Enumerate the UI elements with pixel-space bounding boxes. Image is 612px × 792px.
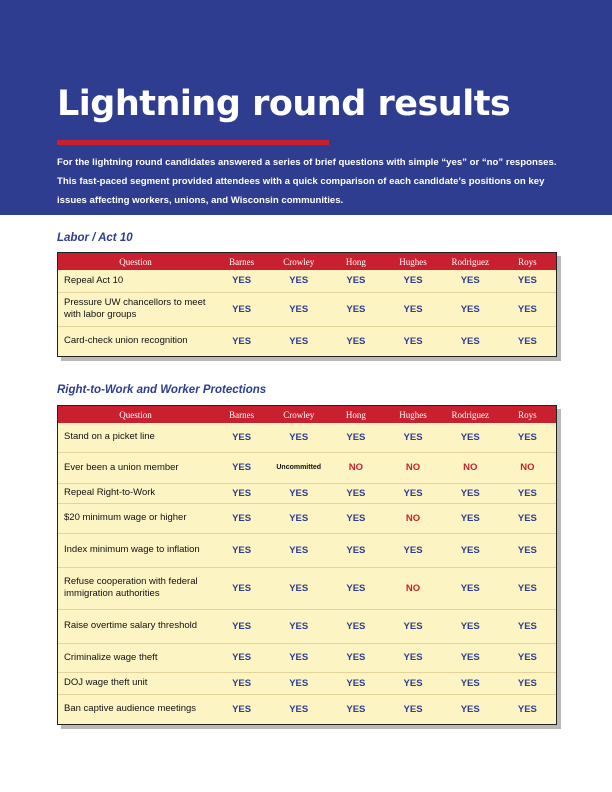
answer-cell: YES — [327, 483, 384, 503]
column-header: Crowley — [270, 406, 327, 423]
answer-cell: NO — [384, 503, 441, 533]
answer-cell: YES — [327, 694, 384, 724]
answer-cell: NO — [499, 452, 556, 483]
question-cell: Card-check union recognition — [58, 326, 213, 356]
answer-cell: YES — [499, 292, 556, 326]
column-header: Hughes — [384, 406, 441, 423]
answer-cell: YES — [442, 503, 499, 533]
table-header-row — [58, 253, 556, 270]
answer-cell: YES — [289, 275, 309, 287]
answer-cell: YES — [442, 694, 499, 724]
question-cell: Repeal Act 10 — [64, 274, 124, 286]
answer-cell: YES — [499, 609, 556, 643]
answer-cell: YES — [270, 533, 327, 567]
answer-cell: YES — [499, 483, 556, 503]
answer-cell: YES — [327, 533, 384, 567]
header-banner — [0, 0, 612, 215]
answer-cell: YES — [327, 609, 384, 643]
answer-cell: YES — [213, 609, 270, 643]
answer-cell: YES — [442, 483, 499, 503]
table-row — [58, 533, 556, 567]
answer-cell: YES — [270, 326, 327, 356]
column-header: Barnes — [213, 253, 270, 270]
answer-cell: YES — [384, 672, 441, 694]
answer-cell: YES — [499, 567, 556, 609]
answer-cell: YES — [384, 292, 441, 326]
answer-cell: YES — [270, 292, 327, 326]
section-title-labor: Labor / Act 10 — [57, 232, 133, 244]
answer-cell: YES — [270, 609, 327, 643]
answer-cell: Uncommitted — [270, 452, 327, 483]
question-cell: Refuse cooperation with federal immigration authorities — [58, 567, 213, 609]
table-header-row — [58, 406, 556, 423]
answer-cell: YES — [517, 431, 537, 443]
table-row — [58, 503, 556, 533]
answer-cell: YES — [213, 694, 270, 724]
answer-cell: YES — [232, 275, 252, 287]
answer-cell: YES — [384, 609, 441, 643]
question-cell: Pressure UW chancellors to meet with labor groups — [58, 292, 213, 326]
answer-cell: YES — [384, 643, 441, 672]
answer-cell: YES — [384, 326, 441, 356]
question-cell: Index minimum wage to inflation — [58, 533, 213, 567]
question-cell: Stand on a picket line — [64, 431, 155, 443]
table-row — [58, 609, 556, 643]
answer-cell: YES — [270, 643, 327, 672]
answer-cell: NO — [384, 567, 441, 609]
table-right-to-work — [57, 405, 557, 725]
column-header: Rodriguez — [442, 253, 499, 270]
column-header: Question — [58, 253, 213, 270]
answer-cell: YES — [270, 503, 327, 533]
answer-cell: YES — [499, 326, 556, 356]
answer-cell: YES — [499, 503, 556, 533]
table-row — [58, 270, 556, 292]
table-row — [58, 292, 556, 326]
answer-cell: YES — [213, 567, 270, 609]
answer-cell: YES — [327, 326, 384, 356]
column-header: Roys — [499, 406, 556, 423]
section-title-rtw: Right-to-Work and Worker Protections — [57, 384, 267, 396]
answer-cell: YES — [442, 643, 499, 672]
answer-cell: YES — [327, 643, 384, 672]
answer-cell: NO — [327, 452, 384, 483]
answer-cell: YES — [213, 483, 270, 503]
answer-cell: YES — [213, 292, 270, 326]
table-row — [58, 326, 556, 356]
answer-cell: YES — [213, 452, 270, 483]
answer-cell: YES — [460, 275, 480, 287]
answer-cell: YES — [327, 672, 384, 694]
answer-cell: YES — [213, 643, 270, 672]
answer-cell: YES — [213, 533, 270, 567]
column-header: Rodriguez — [442, 406, 499, 423]
answer-cell: YES — [442, 609, 499, 643]
answer-cell: YES — [270, 672, 327, 694]
answer-cell: YES — [403, 431, 423, 443]
table-row — [58, 643, 556, 672]
column-header: Crowley — [270, 253, 327, 270]
answer-cell: YES — [499, 694, 556, 724]
answer-cell: YES — [442, 326, 499, 356]
answer-cell: YES — [327, 503, 384, 533]
answer-cell: YES — [384, 694, 441, 724]
answer-cell: YES — [346, 275, 366, 287]
table-row — [58, 567, 556, 609]
answer-cell: YES — [442, 533, 499, 567]
answer-cell: YES — [327, 292, 384, 326]
question-cell: Raise overtime salary threshold — [58, 609, 213, 643]
answer-cell: YES — [442, 672, 499, 694]
table-row — [58, 423, 556, 452]
column-header: Roys — [499, 253, 556, 270]
answer-cell: YES — [442, 292, 499, 326]
column-header: Question — [58, 406, 213, 423]
table-row — [58, 672, 556, 694]
answer-cell: YES — [517, 275, 537, 287]
intro-paragraph: For the lightning round candidates answered a series of brief questions with simple “yes” or “no” responses. This fast-paced segment provided attendees with a quick comparison of each candidate’s positions on key issues affecting workers, unions, and Wisconsin communities. — [57, 157, 557, 206]
question-cell: Ban captive audience meetings — [58, 694, 213, 724]
answer-cell: YES — [384, 483, 441, 503]
answer-cell: YES — [499, 533, 556, 567]
answer-cell: YES — [213, 326, 270, 356]
table-labor — [57, 252, 557, 357]
answer-cell: NO — [442, 452, 499, 483]
table-row — [58, 483, 556, 503]
answer-cell: YES — [270, 567, 327, 609]
question-cell: Ever been a union member — [58, 452, 213, 483]
answer-cell: YES — [460, 431, 480, 443]
answer-cell: YES — [346, 431, 366, 443]
answer-cell: YES — [384, 533, 441, 567]
table-row — [58, 452, 556, 483]
answer-cell: NO — [384, 452, 441, 483]
question-cell: $20 minimum wage or higher — [58, 503, 213, 533]
answer-cell: YES — [289, 431, 309, 443]
page-title: Lightning round results — [57, 84, 511, 124]
answer-cell: YES — [327, 567, 384, 609]
table-row — [58, 694, 556, 724]
answer-cell: YES — [499, 643, 556, 672]
answer-cell: YES — [270, 694, 327, 724]
question-cell: Criminalize wage theft — [58, 643, 213, 672]
column-header: Hong — [327, 406, 384, 423]
answer-cell: YES — [213, 672, 270, 694]
question-cell: DOJ wage theft unit — [58, 672, 213, 694]
answer-cell: YES — [232, 431, 252, 443]
title-underline — [57, 140, 329, 145]
answer-cell: YES — [270, 483, 327, 503]
answer-cell: YES — [403, 275, 423, 287]
question-cell: Repeal Right-to-Work — [58, 483, 213, 503]
column-header: Hughes — [384, 253, 441, 270]
column-header: Barnes — [213, 406, 270, 423]
column-header: Hong — [327, 253, 384, 270]
answer-cell: YES — [499, 672, 556, 694]
answer-cell: YES — [442, 567, 499, 609]
answer-cell: YES — [213, 503, 270, 533]
